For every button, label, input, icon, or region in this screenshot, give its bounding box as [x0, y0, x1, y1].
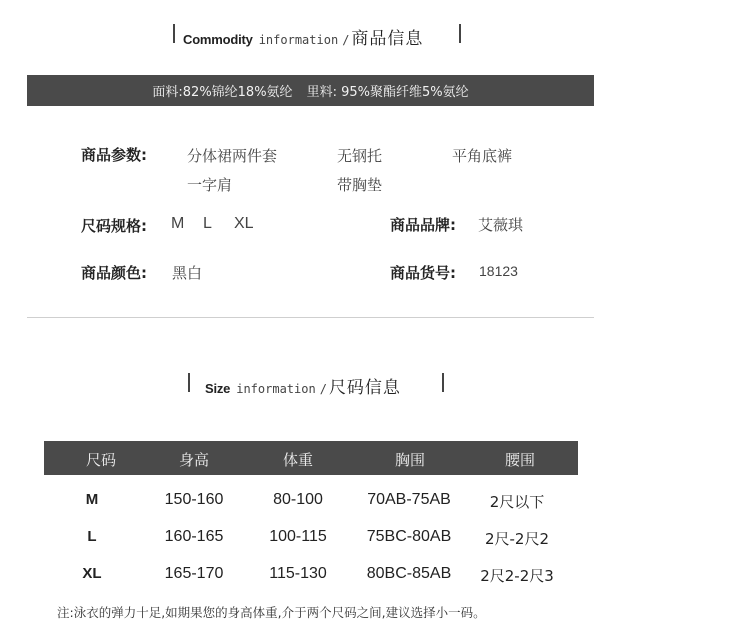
size-note: 注:泳衣的弹力十足,如期果您的身高体重,介于两个尺码之间,建议选择小一码。	[57, 605, 486, 620]
cell-bust: 70AB-75AB	[367, 491, 451, 508]
heading-slash: /	[342, 33, 350, 47]
cell-weight: 100-115	[269, 528, 327, 545]
section-divider	[27, 317, 594, 318]
heading-right-bar	[459, 24, 461, 43]
color-value: 黑白	[172, 264, 203, 282]
brand-label: 商品品牌:	[390, 216, 456, 234]
param-item: 无钢托	[337, 147, 383, 165]
heading-left-bar	[173, 24, 175, 43]
cell-height: 160-165	[164, 528, 224, 545]
brand-value: 艾薇琪	[478, 216, 524, 234]
cell-bust: 75BC-80AB	[366, 528, 452, 545]
header-height: 身高	[178, 451, 210, 469]
cell-bust: 80BC-85AB	[366, 565, 452, 582]
fabric-bar	[27, 75, 594, 106]
header-size: 尺码	[85, 451, 117, 469]
cell-weight: 115-130	[269, 565, 327, 582]
fabric-face: 面料:82%锦纶18%氨纶	[152, 85, 293, 100]
size-heading-cn: 尺码信息	[328, 378, 401, 398]
size-info-heading	[205, 373, 401, 398]
cell-waist: 2尺以下	[489, 493, 545, 511]
color-label: 商品颜色:	[81, 264, 147, 282]
param-item: 平角底裤	[452, 147, 513, 165]
heading-en-light: information	[258, 33, 339, 47]
header-weight: 体重	[282, 451, 314, 469]
size-option: M	[171, 215, 185, 232]
cell-size: XL	[82, 565, 102, 582]
cell-weight: 80-100	[273, 491, 323, 508]
heading-cn: 商品信息	[351, 29, 424, 49]
size-heading-en-light: information	[236, 382, 316, 396]
cell-size: L	[87, 528, 97, 545]
sku-value: 18123	[479, 263, 518, 279]
cell-height: 150-160	[164, 491, 224, 508]
header-waist: 腰围	[504, 451, 536, 469]
sku-label: 商品货号:	[390, 264, 456, 282]
param-item: 带胸垫	[337, 176, 383, 194]
params-label: 商品参数:	[81, 146, 147, 164]
commodity-info-heading	[183, 24, 423, 49]
cell-waist: 2尺-2尺2	[484, 530, 550, 548]
size-heading-en-bold: Size	[205, 381, 231, 396]
size-spec-label: 尺码规格:	[81, 217, 147, 235]
size-option: L	[203, 215, 212, 232]
cell-waist: 2尺2-2尺3	[480, 567, 554, 585]
size-heading-left-bar	[188, 373, 190, 392]
header-bust: 胸围	[394, 451, 426, 469]
fabric-lining: 里料: 95%聚酯纤维5%氨纶	[306, 85, 469, 100]
param-item: 分体裙两件套	[187, 147, 278, 165]
cell-height: 165-170	[164, 565, 224, 582]
size-heading-right-bar	[442, 373, 444, 392]
cell-size: M	[85, 491, 99, 508]
param-item: 一字肩	[187, 176, 233, 194]
size-option: XL	[234, 215, 254, 232]
heading-en-bold: Commodity	[183, 32, 253, 47]
size-heading-slash: /	[319, 382, 327, 396]
size-table-header	[44, 441, 578, 475]
